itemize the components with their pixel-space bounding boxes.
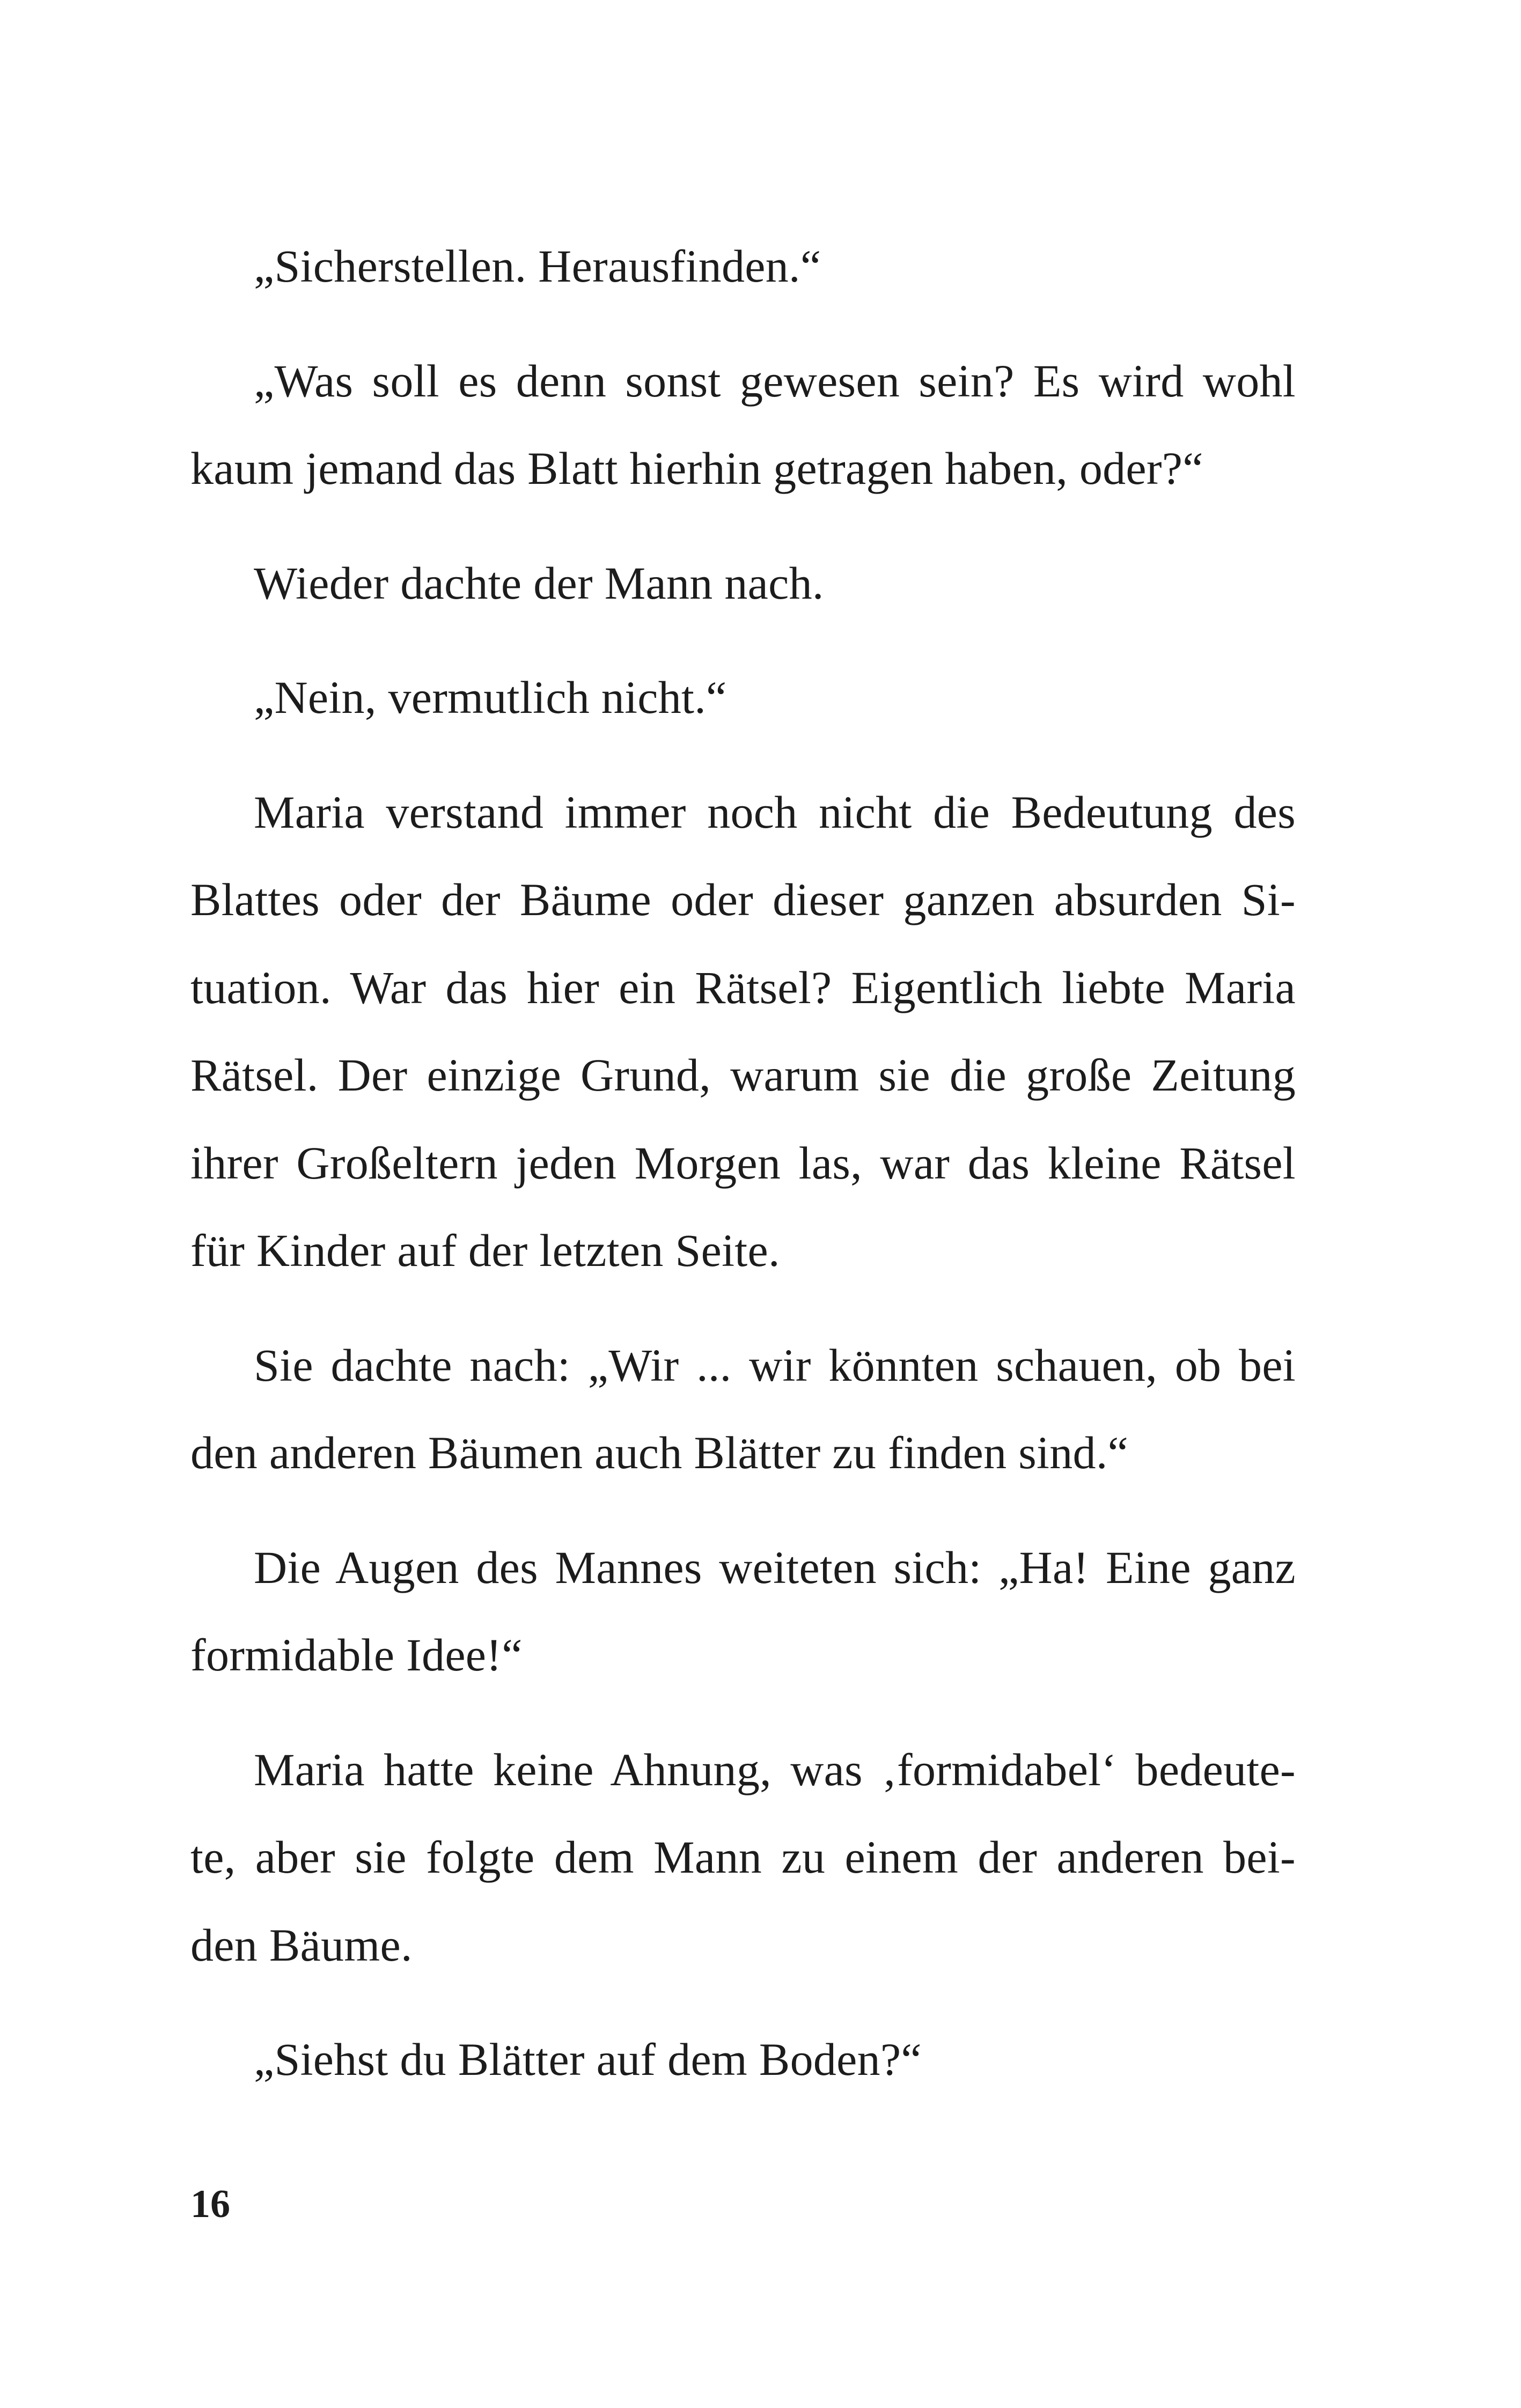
paragraph <box>190 2016 1296 2104</box>
text-line: Maria hatte keine Ahnung, was ‚formidabel‘ bedeute- <box>254 1743 1296 1795</box>
text-line: te, aber sie folgte dem Mann zu einem der anderen bei- <box>190 1831 1296 1883</box>
text-line: „Nein, vermutlich nicht.“ <box>254 672 727 723</box>
text-line: formidable Idee!“ <box>190 1629 523 1681</box>
page-number: 16 <box>190 2182 230 2226</box>
text-line: Wieder dachte der Mann nach. <box>254 557 824 609</box>
paragraph <box>190 1726 1296 1990</box>
text-line: „Siehst du Blätter auf dem Boden?“ <box>254 2034 922 2085</box>
paragraph <box>190 769 1296 1295</box>
paragraph <box>190 223 1296 311</box>
text-line: Blattes oder der Bäume oder dieser ganzen absurden Si- <box>190 874 1296 925</box>
paragraph <box>190 540 1296 628</box>
text-line: für Kinder auf der letzten Seite. <box>190 1225 780 1276</box>
text-line: kaum jemand das Blatt hierhin getragen haben, oder?“ <box>190 443 1203 494</box>
text-line: „Sicherstellen. Herausfinden.“ <box>254 240 821 292</box>
text-line: Die Augen des Mannes weiteten sich: „Ha! Eine ganz <box>254 1541 1296 1593</box>
text-line: Sie dachte nach: „Wir ... wir könnten schauen, ob bei <box>254 1339 1296 1391</box>
body-text <box>190 223 1296 2104</box>
text-line: ihrer Großeltern jeden Morgen las, war das kleine Rätsel <box>190 1137 1296 1189</box>
text-line: „Was soll es denn sonst gewesen sein? Es wird wohl <box>254 355 1296 407</box>
text-line: den Bäume. <box>190 1919 413 1971</box>
text-line: den anderen Bäumen auch Blätter zu finden sind.“ <box>190 1427 1129 1478</box>
text-line: Rätsel. Der einzige Grund, warum sie die große Zeitung <box>190 1049 1296 1101</box>
paragraph <box>190 1524 1296 1699</box>
paragraph <box>190 337 1296 513</box>
text-line: Maria verstand immer noch nicht die Bedeutung des <box>254 786 1296 838</box>
text-line: tuation. War das hier ein Rätsel? Eigentlich liebte Maria <box>190 961 1296 1013</box>
paragraph <box>190 1322 1296 1497</box>
paragraph <box>190 654 1296 742</box>
